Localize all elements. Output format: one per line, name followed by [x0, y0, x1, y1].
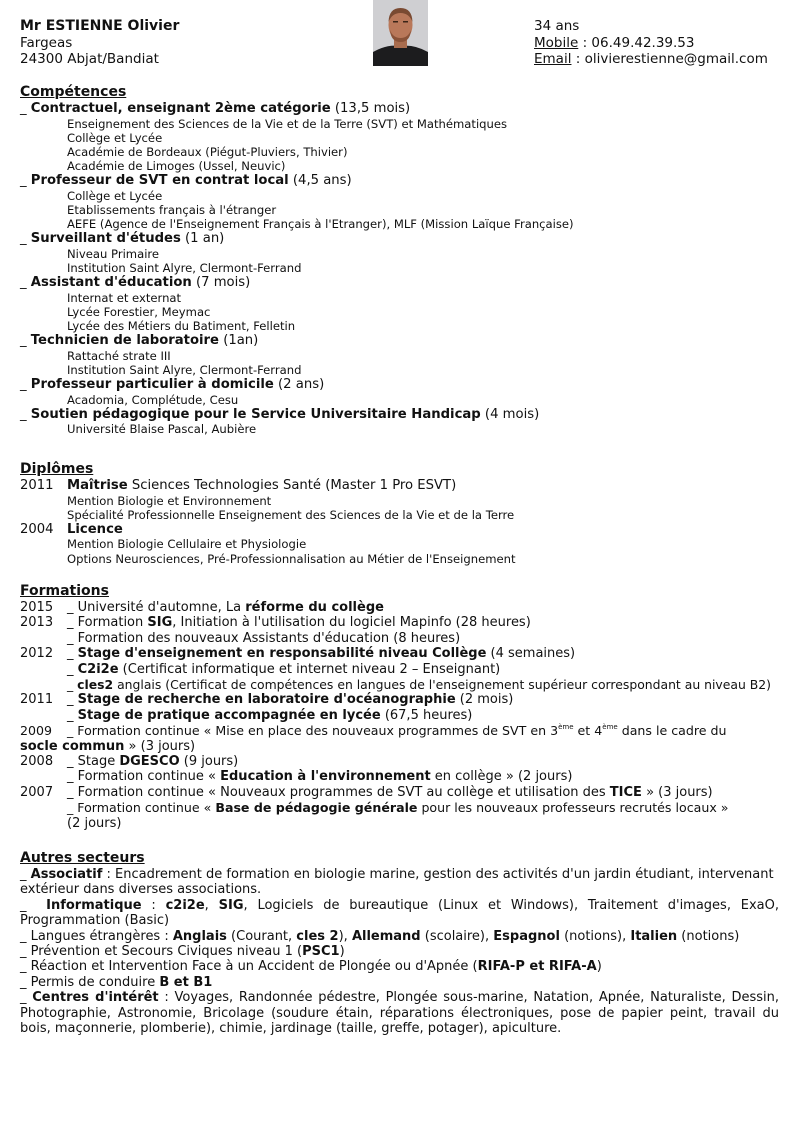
competence-title: Assistant d'éducation [30, 275, 192, 291]
diplome-title: Maîtrise [67, 478, 128, 493]
formation-year: 2013 [20, 615, 54, 631]
formation-year: 2011 [20, 692, 54, 708]
formation-year: 2007 [20, 784, 54, 800]
formation-line: 2012 _ Stage d'enseignement en responsabilité niveau Collège (4 semaines) [20, 646, 576, 662]
autres-associatif: _ Associatif : Encadrement de formation en biologie marine, gestion des activités d'un jardin étudiant, intervenant extérieur dans diverses associations. [20, 867, 774, 898]
section-title-formations: Formations [20, 583, 109, 599]
competence-detail: Acadomia, Complétude, Cesu [67, 392, 239, 407]
formation-year: 2008 [20, 754, 54, 770]
competence-duration: (4 mois) [480, 406, 540, 422]
autres-langues: _ Langues étrangères : Anglais (Courant, cles 2), Allemand (scolaire), Espagnol (notions), Italien (notions) [20, 928, 740, 944]
candidate-city: Fargeas [20, 35, 73, 51]
email-value: : olivierestienne@gmail.com [571, 51, 768, 67]
competence-detail: Enseignement des Sciences de la Vie et de la Terre (SVT) et Mathématiques [67, 116, 508, 131]
competence-detail: Internat et externat [67, 290, 182, 305]
formation-line: _ Formation des nouveaux Assistants d'éducation (8 heures) [67, 630, 461, 646]
competence-detail: Rattaché strate III [67, 348, 171, 363]
competence-duration: (4,5 ans) [288, 173, 352, 189]
competence-item: _ Soutien pédagogique pour le Service Universitaire Handicap (4 mois) Université Blaise Pascal, Aubière [20, 407, 785, 437]
section-title-diplomes: Diplômes [20, 461, 94, 477]
competence-detail: Lycée des Métiers du Batiment, Felletin [67, 319, 296, 334]
email-label: Email [534, 51, 572, 67]
profile-photo [373, 0, 428, 66]
autres-permis: _ Permis de conduire B et B1 [20, 974, 213, 990]
formation-line: _ cles2 anglais (Certificat de compétences en langues de l'enseignement supérieur correspondant au niveau B2) [67, 677, 771, 693]
competence-detail: Etablissements français à l'étranger [67, 202, 277, 217]
competence-duration: (2 ans) [273, 377, 325, 393]
autres-section [20, 850, 785, 1036]
candidate-name: Mr ESTIENNE Olivier [20, 18, 180, 34]
competence-item: _ Contractuel, enseignant 2ème catégorie (13,5 mois) Enseignement des Sciences de la Vie et de la Terre (SVT) et Mathématiques Collège et Lycée Académie de Bordeaux (Piégut-Pluviers, Thivier) Académie de Limoges (Ussel, Neuvic) [20, 101, 785, 173]
formation-line: 2008 _ Stage DGESCO (9 jours) [20, 754, 239, 770]
diplome-detail: Spécialité Professionnelle Enseignement des Sciences de la Vie et de la Terre [67, 507, 515, 522]
competence-detail: AEFE (Agence de l'Enseignement Français à l'Etranger), MLF (Mission Laïque Française) [67, 217, 574, 232]
formation-line: _ C2i2e (Certificat informatique et internet niveau 2 – Enseignant) [67, 661, 501, 677]
diplome-detail: Options Neurosciences, Pré-Professionnalisation au Métier de l'Enseignement [67, 551, 516, 566]
formation-line: _ Formation continue « Base de pédagogie générale pour les nouveaux professeurs recrutés locaux » [67, 800, 729, 816]
formation-line: _ Formation continue « Education à l'environnement en collège » (2 jours) [67, 769, 573, 785]
formation-line: 2015 _ Université d'automne, La réforme du collège [20, 600, 384, 615]
autres-rifa: _ Réaction et Intervention Face à un Accident de Plongée ou d'Apnée (RIFA-P et RIFA-A) [20, 959, 602, 975]
competence-duration: (1an) [219, 333, 259, 349]
contact-email[interactable] [534, 51, 768, 67]
mobile-label: Mobile [534, 35, 579, 51]
autres-informatique: _ Informatique : c2i2e, SIG, Logiciels de bureautique (Linux et Windows), Traitement d'images, ExaO, Programmation (Basic) [20, 897, 780, 929]
competence-detail: Collège et Lycée [67, 130, 163, 145]
formation-line: 2007 _ Formation continue « Nouveaux programmes de SVT au collège et utilisation des TICE » (3 jours) [20, 784, 713, 800]
autres-centres-interet: _ Centres d'intérêt : Voyages, Randonnée pédestre, Plongée sous-marine, Natation, Apnée, Naturaliste, Dessin, Photographie, Astronomie, Bricolage (soudure étain, réparations électroniques, pose de papier peint, travail du bois, maçonnerie, plomberie), chimie, jardinage (taille, greffe, potager), apiculture. [20, 990, 779, 1037]
competence-title: Professeur de SVT en contrat local [30, 173, 289, 189]
diplome-year: 2011 [20, 478, 54, 493]
diplome-detail: Mention Biologie Cellulaire et Physiologie [67, 537, 307, 552]
competences-section [20, 84, 785, 437]
section-title-autres: Autres secteurs [20, 850, 145, 866]
autres-psc1: _ Prévention et Secours Civiques niveau 1 (PSC1) [20, 944, 345, 960]
section-title-competences: Compétences [20, 84, 127, 100]
diplome-title: Licence [67, 521, 123, 537]
competence-item: _ Professeur particulier à domicile (2 ans) Acadomia, Complétude, Cesu [20, 377, 785, 407]
competence-detail: Institution Saint Alyre, Clermont-Ferrand [67, 261, 302, 275]
formation-line: (2 jours) [67, 815, 122, 831]
formation-year: 2009 [20, 723, 53, 739]
competence-title: Professeur particulier à domicile [30, 377, 274, 393]
diplome-item [20, 522, 785, 566]
formation-line: _ Stage de pratique accompagnée en lycée (67,5 heures) [67, 707, 473, 723]
competence-title: Soutien pédagogique pour le Service Universitaire Handicap [30, 406, 481, 422]
diplome-detail: Mention Biologie et Environnement [67, 493, 272, 508]
competence-item: _ Technicien de laboratoire (1an) Rattaché strate III Institution Saint Alyre, Clermont-Ferrand [20, 333, 785, 377]
competence-item: _ Assistant d'éducation (7 mois) Internat et externat Lycée Forestier, Meymac Lycée des Métiers du Batiment, Felletin [20, 275, 785, 333]
competence-detail: Niveau Primaire [67, 246, 160, 261]
formation-year: 2012 [20, 646, 54, 662]
contact-mobile [534, 35, 694, 51]
competence-title: Contractuel, enseignant 2ème catégorie [30, 101, 331, 116]
competence-duration: (13,5 mois) [330, 101, 411, 116]
formations-section [20, 583, 785, 831]
competence-item: _ Surveillant d'études (1 an) Niveau Primaire Institution Saint Alyre, Clermont-Ferrand [20, 231, 785, 275]
candidate-age: 34 ans [534, 18, 580, 34]
competence-detail: Université Blaise Pascal, Aubière [67, 422, 257, 437]
competence-detail: Académie de Limoges (Ussel, Neuvic) [67, 159, 286, 174]
profile-photo-image [373, 0, 428, 66]
mobile-value: : 06.49.42.39.53 [578, 35, 695, 51]
formation-year: 2015 [20, 600, 54, 615]
competence-detail: Académie de Bordeaux (Piégut-Pluviers, Thivier) [67, 144, 348, 159]
competence-item: _ Professeur de SVT en contrat local (4,5 ans) Collège et Lycée Etablissements français à l'étranger AEFE (Agence de l'Enseignement Français à l'Etranger), MLF (Mission Laïque Française) [20, 173, 785, 231]
competence-title: Technicien de laboratoire [30, 333, 219, 349]
candidate-address: 24300 Abjat/Bandiat [20, 51, 159, 67]
diplomes-section [20, 461, 785, 566]
competence-detail: Institution Saint Alyre, Clermont-Ferrand [67, 362, 302, 377]
formation-line: 2011 _ Stage de recherche en laboratoire d'océanographie (2 mois) [20, 692, 514, 708]
formation-line: socle commun » (3 jours) [20, 738, 196, 754]
diplome-field: Sciences Technologies Santé (Master 1 Pro ESVT) [127, 478, 457, 493]
competence-duration: (1 an) [180, 231, 225, 247]
competence-detail: Collège et Lycée [67, 188, 163, 203]
competence-detail: Lycée Forestier, Meymac [67, 304, 211, 319]
formation-line: 2013 _ Formation SIG, Initiation à l'utilisation du logiciel Mapinfo (28 heures) [20, 615, 531, 631]
competence-duration: (7 mois) [191, 275, 251, 291]
diplome-item [20, 478, 785, 522]
diplome-year: 2004 [20, 521, 54, 537]
formation-line: 2009 _ Formation continue « Mise en place des nouveaux programmes de SVT en 3ème et 4ème dans le cadre du [20, 723, 727, 739]
competence-title: Surveillant d'études [30, 231, 181, 247]
